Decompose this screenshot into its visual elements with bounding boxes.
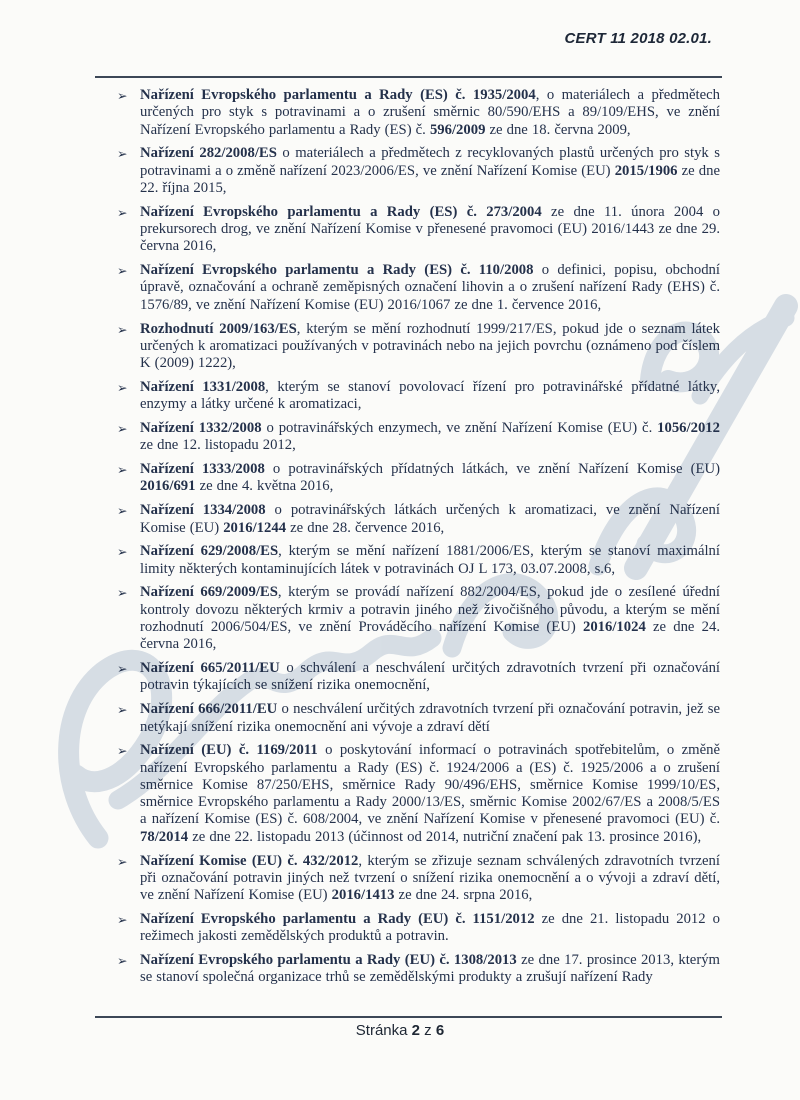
arrow-bullet-icon: ➢ (117, 146, 128, 162)
regulation-item (117, 911, 720, 946)
regulation-item (117, 461, 720, 496)
arrow-bullet-icon: ➢ (117, 743, 128, 759)
arrow-bullet-icon: ➢ (117, 585, 128, 601)
regulation-item-text: Nařízení Evropského parlamentu a Rady (ES) č. 110/2008 o definici, popisu, obchodní úpravě, označování a ochraně zeměpisných označení lihovin a o zrušení nařízení Rady (EHS) č. 1576/89, ve znění Nařízení Komise (EU) 2016/1067 ze dne 1. července 2016, (140, 262, 720, 313)
regulation-item-text: Nařízení Komise (EU) č. 432/2012, kterým se zřizuje seznam schválených zdravotních tvrzení při označování potravin jiných než tvrzení o snížení rizika onemocnění a o vývoji a zdraví dětí, ve znění Nařízení Komise (EU) 2016/1413 ze dne 24. srpna 2016, (140, 852, 720, 904)
arrow-bullet-icon: ➢ (117, 853, 128, 869)
regulation-item-text: Nařízení 669/2009/ES, kterým se provádí nařízení 882/2004/ES, pokud jde o zesílené úřední kontroly dovozu některých krmiv a potravin jiného než živočišného původu, a kterým se mění rozhodnutí 2006/504/ES, ve znění Prováděcího nařízení Komise (EU) 2016/1024 ze dne 24. června 2016, (140, 584, 720, 653)
regulation-item (117, 660, 720, 695)
arrow-bullet-icon: ➢ (117, 462, 128, 478)
regulation-item-text: Nařízení 1334/2008 o potravinářských látkách určených k aromatizaci, ve znění Nařízení Komise (EU) 2016/1244 ze dne 28. července 2016, (140, 502, 720, 536)
regulation-item-text: Nařízení 1331/2008, kterým se stanoví povolovací řízení pro potravinářské přídatné látky, enzymy a látky určené k aromatizaci, (140, 378, 720, 413)
regulation-item (117, 379, 720, 414)
regulation-item (117, 87, 720, 139)
footer-divider (95, 1016, 722, 1018)
regulation-item (117, 584, 720, 653)
regulation-item-text: Nařízení Evropského parlamentu a Rady (ES) č. 1935/2004, o materiálech a předmětech určených pro styk s potravinami a o zrušení směrnic 80/590/EHS a 89/109/EHS, ve znění Nařízení Evropského parlamentu a Rady (ES) č. 596/2009 ze dne 18. června 2009, (140, 87, 720, 138)
document-code: CERT 11 2018 02.01. (564, 30, 712, 47)
regulation-item-text: Nařízení 1332/2008 o potravinářských enzymech, ve znění Nařízení Komise (EU) č. 1056/2012 ze dne 12. listopadu 2012, (140, 420, 720, 454)
regulation-item-text: Nařízení 665/2011/EU o schválení a neschválení určitých zdravotních tvrzení při označování potravin týkajících se snížení rizika onemocnění, (140, 660, 720, 694)
regulation-item-text: Nařízení Evropského parlamentu a Rady (EU) č. 1308/2013 ze dne 17. prosince 2013, kterým se stanoví společná organizace trhů se zemědělskými produkty a zrušují nařízení Rady (140, 952, 720, 986)
arrow-bullet-icon: ➢ (117, 911, 128, 927)
regulation-item (117, 321, 720, 373)
page-footer (8, 1022, 792, 1039)
arrow-bullet-icon: ➢ (117, 321, 128, 337)
regulation-list (117, 87, 720, 993)
header-divider (95, 76, 722, 78)
arrow-bullet-icon: ➢ (117, 379, 128, 395)
regulation-item-text: Rozhodnutí 2009/163/ES, kterým se mění rozhodnutí 1999/217/ES, pokud jde o seznam látek určených k aromatizaci používaných v potravinách nebo na jejich povrchu (oznámeno pod číslem K (2009) 1222), (140, 320, 720, 372)
regulation-item (117, 145, 720, 197)
arrow-bullet-icon: ➢ (117, 544, 128, 560)
regulation-item-text: Nařízení 666/2011/EU o neschválení určitých zdravotních tvrzení při označování potravin, jež se netýkají snížení rizika onemocnění ani vývoje a zdraví dětí (140, 701, 720, 735)
footer-total-pages: 6 (435, 1022, 445, 1039)
regulation-item (117, 701, 720, 736)
arrow-bullet-icon: ➢ (117, 421, 128, 437)
footer-page-number: 2 (411, 1022, 421, 1039)
regulation-item (117, 853, 720, 905)
regulation-item (117, 420, 720, 455)
regulation-item-text: Nařízení 282/2008/ES o materiálech a předmětech z recyklovaných plastů určených pro styk s potravinami a o změně nařízení 2023/2006/ES, ve znění Nařízení Komise (EU) 2015/1906 ze dne 22. října 2015, (140, 145, 720, 196)
arrow-bullet-icon: ➢ (117, 702, 128, 718)
arrow-bullet-icon: ➢ (117, 263, 128, 279)
regulation-item (117, 262, 720, 314)
regulation-item-text: Nařízení 1333/2008 o potravinářských přídatných látkách, ve znění Nařízení Komise (EU) 2016/691 ze dne 4. května 2016, (140, 461, 720, 495)
regulation-item (117, 952, 720, 987)
regulation-item-text: Nařízení Evropského parlamentu a Rady (EU) č. 1151/2012 ze dne 21. listopadu 2012 o režimech jakosti zemědělských produktů a potravin. (140, 910, 720, 945)
regulation-item-text: Nařízení Evropského parlamentu a Rady (ES) č. 273/2004 ze dne 11. února 2004 o prekursorech drog, ve znění Nařízení Komise v přenesené pravomoci (EU) 2016/1443 ze dne 29. června 2016, (140, 203, 720, 255)
arrow-bullet-icon: ➢ (117, 661, 128, 677)
arrow-bullet-icon: ➢ (117, 88, 128, 103)
arrow-bullet-icon: ➢ (117, 204, 128, 220)
regulation-item (117, 543, 720, 578)
regulation-item-text: Nařízení (EU) č. 1169/2011 o poskytování informací o potravinách spotřebitelům, o změně nařízení Evropského parlamentu a Rady (ES) č. 1924/2006 a (ES) č. 1925/2006 a o zrušení směrnice Komise 87/250/EHS, směrnice Rady 90/496/EHS, směrnice Komise 1999/10/ES, směrnice Evropského parlamentu a Rady 2000/13/ES, směrnic Komise 2002/67/ES a 2008/5/ES a nařízení Komise (ES) č. 608/2004, ve znění Nařízení Komise v přenesené pravomoci (EU) č. 78/2014 ze dne 22. listopadu 2013 (účinnost od 2014, nutriční značení pak 13. prosince 2016), (140, 742, 720, 845)
regulation-item-text: Nařízení 629/2008/ES, kterým se mění nařízení 1881/2006/ES, kterým se stanoví maximální limity některých kontaminujících látek v potravinách OJ L 173, 03.07.2008, s.6, (140, 543, 720, 577)
regulation-item (117, 742, 720, 846)
footer-of-word: z (420, 1022, 436, 1039)
arrow-bullet-icon: ➢ (117, 503, 128, 519)
footer-label: Stránka (355, 1022, 412, 1039)
regulation-item (117, 502, 720, 537)
arrow-bullet-icon: ➢ (117, 953, 128, 969)
regulation-item (117, 204, 720, 256)
